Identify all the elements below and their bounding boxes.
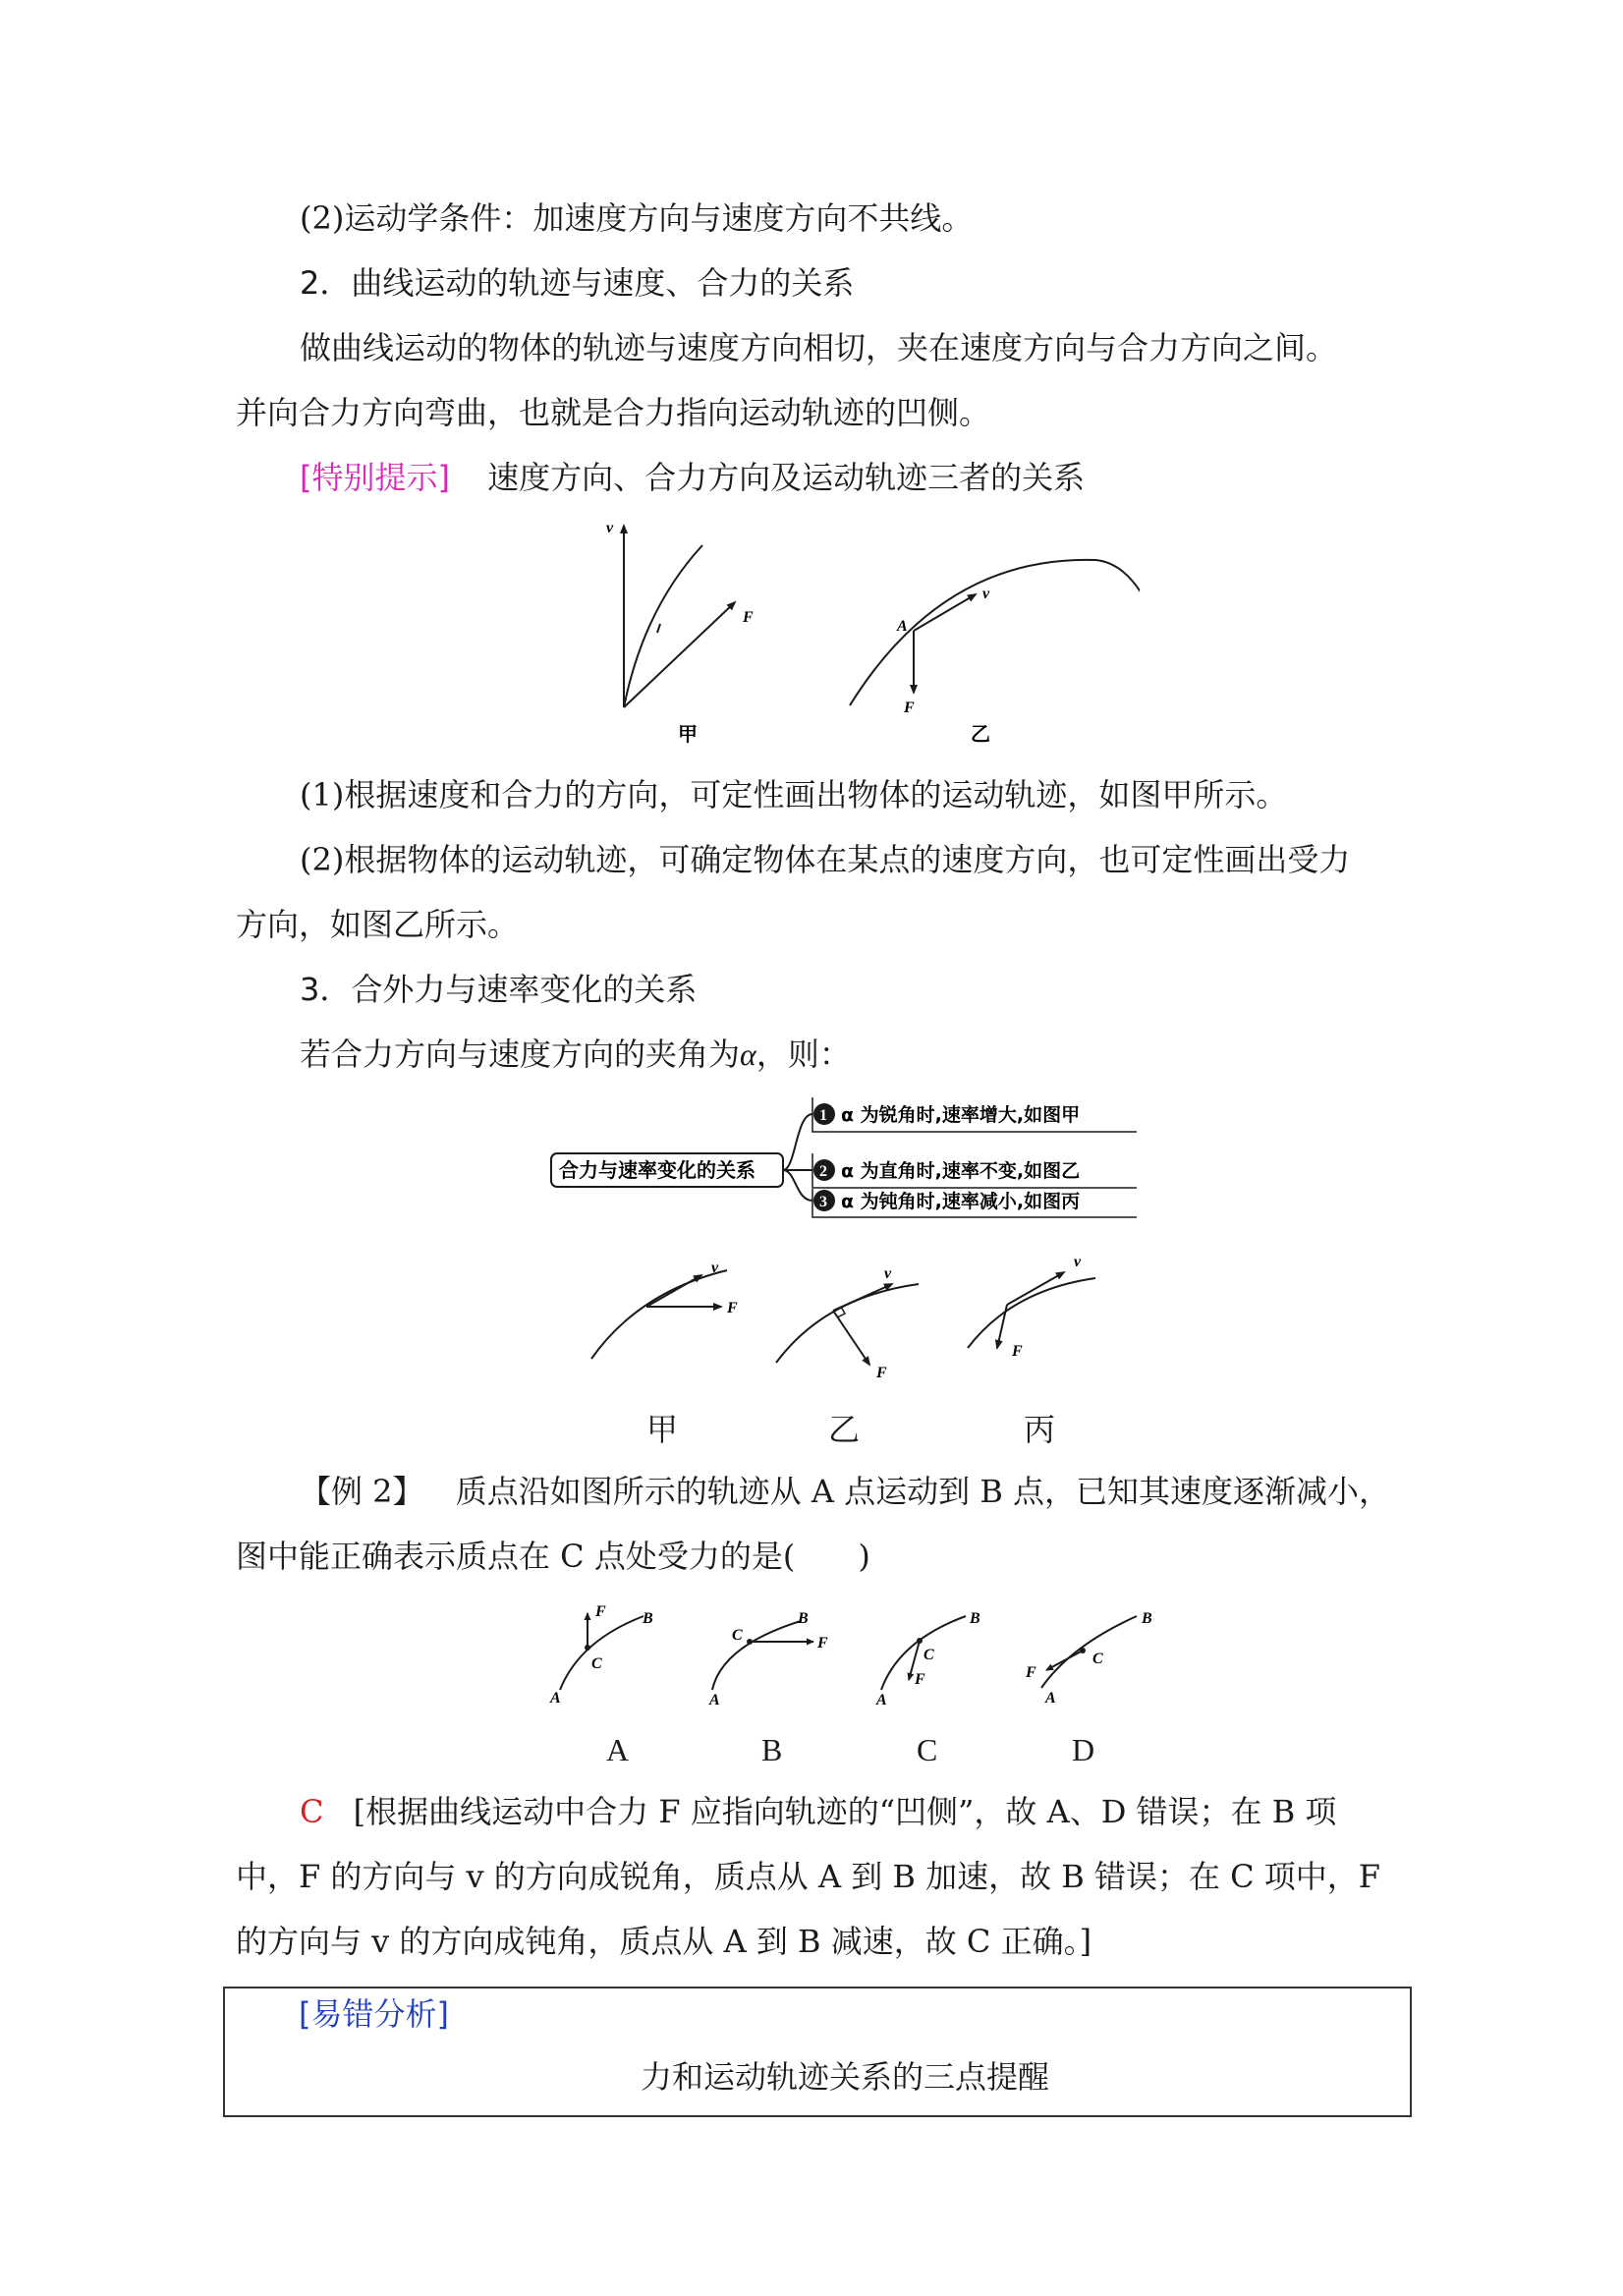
option-a[interactable]: A	[606, 1732, 630, 1767]
paragraph-line: 若合力方向与速度方向的夹角为α，则：	[300, 1036, 851, 1073]
paragraph-line: 并向合力方向弯曲，也就是合力指向运动轨迹的凹侧。	[236, 394, 991, 431]
mindmap-branch-2	[812, 1153, 1137, 1188]
svg-text:B: B	[1142, 1610, 1152, 1627]
velocity-arrow-yi	[914, 594, 976, 631]
paragraph-line: 做曲线运动的物体的轨迹与速度方向相切，夹在速度方向与合力方向之间。	[300, 329, 1338, 366]
error-analysis-title: 力和运动轨迹关系的三点提醒	[641, 2058, 1050, 2096]
caption-bing: 丙	[1024, 1411, 1056, 1448]
case-bing	[968, 1254, 1095, 1360]
example-text: 质点沿如图所示的轨迹从 A 点运动到 B 点，已知其速度逐渐减小，	[455, 1473, 1391, 1510]
svg-text:v: v	[884, 1265, 892, 1282]
section-heading-2: 2．曲线运动的轨迹与速度、合力的关系	[300, 264, 855, 302]
svg-text:A: A	[876, 1692, 887, 1708]
trajectory-jia	[624, 545, 702, 707]
branch-number: 2	[819, 1163, 827, 1180]
figure-options	[540, 1596, 1169, 1709]
mindmap-root: 合力与速率变化的关系	[559, 1158, 756, 1182]
figure-angle-cases	[580, 1243, 1130, 1390]
svg-text:F: F	[876, 1365, 887, 1381]
answer-line-3: 的方向与 v 的方向成钝角，质点从 A 到 B 减速，故 C 正确。]	[236, 1923, 1092, 1960]
mindmap-branch-1	[812, 1097, 1137, 1132]
example-label: 【例 2】	[300, 1473, 424, 1510]
alpha-symbol: α	[740, 1036, 756, 1072]
svg-text:A: A	[1045, 1690, 1056, 1707]
svg-text:F: F	[1012, 1343, 1023, 1360]
option-a-figure[interactable]	[549, 1603, 653, 1707]
option-d-figure[interactable]	[1025, 1610, 1152, 1707]
caption-jia: 甲	[678, 724, 698, 746]
svg-text:F: F	[817, 1635, 828, 1652]
svg-text:C: C	[591, 1655, 602, 1672]
label-v: v	[982, 586, 990, 602]
paragraph-line: (2)根据物体的运动轨迹，可确定物体在某点的速度方向，也可定性画出受力	[300, 841, 1351, 878]
option-c-figure[interactable]	[875, 1610, 980, 1708]
mindmap-force-speed	[545, 1092, 1145, 1220]
label-A: A	[897, 618, 908, 635]
figure-velocity-force-trajectory	[550, 511, 1140, 756]
example-question	[300, 1470, 1390, 1513]
option-c[interactable]: C	[917, 1732, 938, 1767]
error-analysis-label: [易错分析]	[299, 1995, 449, 2033]
mindmap-branch-3	[812, 1189, 1137, 1217]
svg-text:C: C	[1092, 1651, 1103, 1667]
section-heading-3: 3．合外力与速率变化的关系	[300, 971, 698, 1008]
svg-text:v: v	[1074, 1254, 1082, 1270]
caption-jia: 甲	[646, 1411, 679, 1448]
label-F: F	[743, 609, 754, 626]
option-b[interactable]: B	[761, 1732, 783, 1767]
svg-text:F: F	[915, 1671, 925, 1688]
answer-letter: C	[300, 1793, 324, 1830]
trajectory-yi	[850, 560, 1140, 705]
branch-text: α 为直角时,速率不变,如图乙	[841, 1160, 1081, 1182]
answer-line-1: C [根据曲线运动中合力 F 应指向轨迹的“凹侧”，故 A、D 错误；在 B 项	[300, 1793, 1337, 1830]
force-arrow-jia	[624, 602, 735, 707]
svg-text:A: A	[550, 1690, 561, 1707]
error-analysis-box	[223, 1987, 1412, 2117]
text-kinematic-condition: (2)运动学条件：加速度方向与速度方向不共线。	[300, 199, 974, 237]
example-text-cont: 图中能正确表示质点在 C 点处受力的是( )	[236, 1538, 870, 1575]
branch-text: α 为锐角时,速率增大,如图甲	[841, 1104, 1081, 1126]
branch-text: α 为钝角时,速率减小,如图丙	[841, 1191, 1081, 1212]
caption-yi: 乙	[828, 1411, 861, 1448]
branch-number: 3	[819, 1194, 827, 1210]
svg-text:B: B	[643, 1610, 653, 1627]
label-F: F	[904, 700, 915, 716]
svg-text:B: B	[798, 1610, 809, 1627]
svg-text:A: A	[709, 1692, 720, 1708]
svg-text:F: F	[727, 1300, 738, 1316]
option-b-figure[interactable]	[708, 1610, 828, 1708]
tip-label: [特别提示]	[300, 459, 450, 496]
case-jia	[591, 1260, 738, 1359]
tip-row	[300, 456, 1085, 499]
tip-text: 速度方向、合力方向及运动轨迹三者的关系	[487, 459, 1086, 496]
branch-number: 1	[819, 1107, 827, 1124]
svg-text:F: F	[1026, 1664, 1036, 1681]
paragraph-line: (1)根据速度和合力的方向，可定性画出物体的运动轨迹，如图甲所示。	[300, 776, 1288, 813]
case-yi	[776, 1265, 919, 1381]
svg-text:v: v	[711, 1260, 719, 1276]
answer-line-2: 中，F 的方向与 v 的方向成锐角，质点从 A 到 B 加速，故 B 错误；在 C 项中，F	[236, 1858, 1381, 1895]
paragraph-line: 方向，如图乙所示。	[236, 906, 520, 943]
svg-text:B: B	[970, 1610, 980, 1627]
option-d[interactable]: D	[1072, 1732, 1095, 1767]
svg-text:C: C	[923, 1647, 934, 1663]
caption-yi: 乙	[971, 724, 990, 746]
svg-text:C: C	[732, 1627, 743, 1644]
svg-text:F: F	[595, 1603, 606, 1620]
label-v: v	[606, 520, 614, 536]
